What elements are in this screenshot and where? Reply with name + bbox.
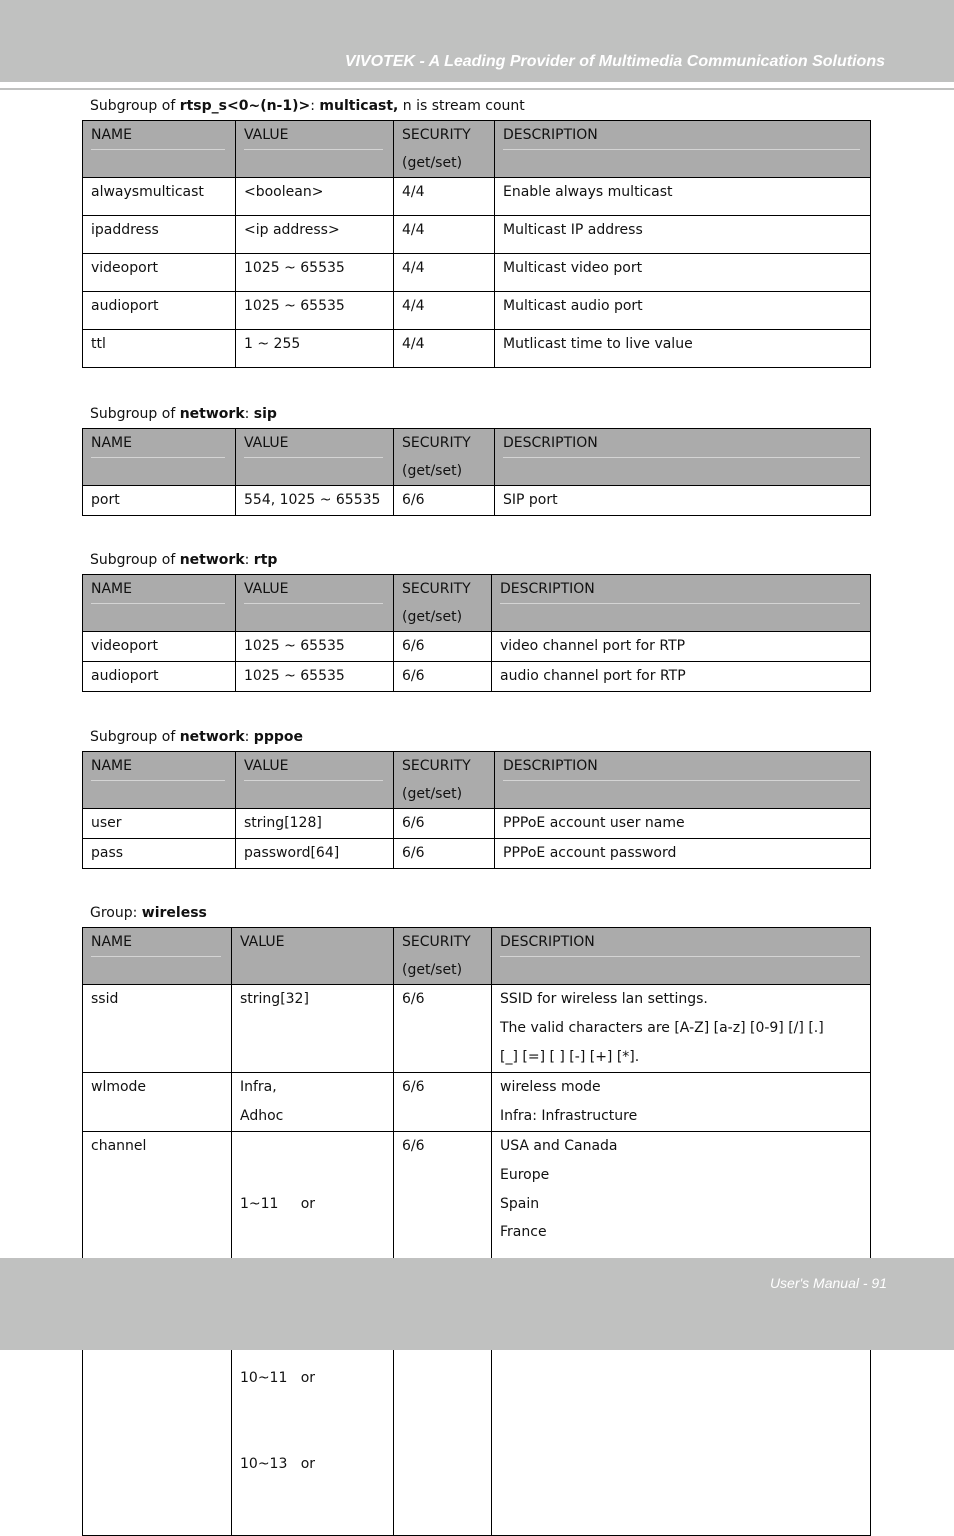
cell-name: ipaddress [83,216,236,254]
description-line: Infra: Infrastructure [500,1108,638,1124]
table-header-row [83,575,871,632]
cell-value: 1 ~ 255 [236,330,394,368]
cell-security: 4/4 [394,216,495,254]
description-line: The valid characters are [A-Z] [a-z] [0-9] [/] [.] [500,1020,824,1036]
cell-security: 6/6 [394,809,495,839]
description-line: USA and Canada [500,1138,618,1154]
cell-security: 6/6 [394,662,492,692]
column-header-security: SECURITY (get/set) [394,575,492,632]
cell-description: SIP port [495,486,871,516]
description-line: wireless mode [500,1079,601,1095]
cell-description [492,1073,871,1132]
page-header [0,0,954,82]
table-header-row [83,429,871,486]
description-line: [_] [=] [ ] [-] [+] [*]. [500,1049,640,1065]
description-line: Europe [500,1167,550,1183]
description-line: France [500,1224,547,1240]
cell-value: password[64] [236,839,394,869]
table-header-row [83,928,871,985]
cell-security: 4/4 [394,330,495,368]
cell-name: videoport [83,254,236,292]
cell-security: 6/6 [394,632,492,662]
cell-security: 6/6 [394,839,495,869]
table-row [83,216,871,254]
column-header-description: DESCRIPTION [495,752,871,809]
cell-security: 6/6 [394,486,495,516]
cell-value: <ip address> [236,216,394,254]
section-caption-wireless: Group: wireless [90,905,207,921]
cell-name: alwaysmulticast [83,178,236,216]
column-header-security: SECURITY (get/set) [394,928,492,985]
table-row [83,486,871,516]
section-caption-pppoe: Subgroup of network: pppoe [90,729,303,745]
value-line: 10~13 or [240,1456,316,1472]
cell-name: audioport [83,662,236,692]
table-pppoe [82,751,871,869]
cell-name: pass [83,839,236,869]
cell-value: 1025 ~ 65535 [236,632,394,662]
page-footer [0,1258,954,1350]
table-row [83,632,871,662]
cell-description: video channel port for RTP [492,632,871,662]
table-row [83,809,871,839]
cell-security: 6/6 [394,1073,492,1132]
table-row [83,1073,871,1132]
cell-value: 1025 ~ 65535 [236,254,394,292]
value-line: Infra, [240,1079,277,1095]
table-sip [82,428,871,516]
value-line: 10~11 or [240,1370,316,1386]
table-header-row [83,121,871,178]
column-header-value: VALUE [236,575,394,632]
cell-description: PPPoE account password [495,839,871,869]
table-multicast [82,120,871,368]
column-header-value: VALUE [232,928,394,985]
cell-value: 554, 1025 ~ 65535 [236,486,394,516]
cell-value: 1025 ~ 65535 [236,662,394,692]
cell-security: 6/6 [394,985,492,1073]
cell-description: Mutlicast time to live value [495,330,871,368]
column-header-security: SECURITY (get/set) [394,121,495,178]
table-row [83,985,871,1073]
table-row [83,839,871,869]
table-row [83,662,871,692]
cell-name: audioport [83,292,236,330]
column-header-description: DESCRIPTION [495,429,871,486]
column-header-security: SECURITY (get/set) [394,429,495,486]
cell-value: <boolean> [236,178,394,216]
cell-security: 6/6 [394,1132,492,1536]
column-header-security: SECURITY (get/set) [394,752,495,809]
cell-security: 4/4 [394,292,495,330]
cell-value: string[32] [232,985,394,1073]
table-row [83,178,871,216]
table-rtp [82,574,871,692]
column-header-value: VALUE [236,429,394,486]
cell-name: ssid [83,985,232,1073]
cell-security: 4/4 [394,178,495,216]
column-header-name: NAME [83,121,236,178]
cell-name: port [83,486,236,516]
cell-description: Multicast IP address [495,216,871,254]
cell-description: audio channel port for RTP [492,662,871,692]
section-caption-multicast: Subgroup of rtsp_s<0~(n-1)>: multicast, n is stream count [90,98,525,114]
cell-name: wlmode [83,1073,232,1132]
table-row [83,330,871,368]
column-header-value: VALUE [236,121,394,178]
table-header-row [83,752,871,809]
table-row [83,254,871,292]
table-wireless [82,927,871,1536]
column-header-description: DESCRIPTION [495,121,871,178]
value-line: 1~11 or [240,1196,316,1212]
column-header-value: VALUE [236,752,394,809]
column-header-description: DESCRIPTION [492,928,871,985]
column-header-name: NAME [83,928,232,985]
cell-value: 1025 ~ 65535 [236,292,394,330]
table-row [83,292,871,330]
cell-value: string[128] [236,809,394,839]
cell-name: user [83,809,236,839]
cell-name: videoport [83,632,236,662]
cell-description: PPPoE account user name [495,809,871,839]
cell-description: Multicast video port [495,254,871,292]
column-header-name: NAME [83,429,236,486]
header-divider [0,88,954,90]
column-header-name: NAME [83,575,236,632]
column-header-name: NAME [83,752,236,809]
cell-description: Multicast audio port [495,292,871,330]
column-header-description: DESCRIPTION [492,575,871,632]
value-line: Adhoc [240,1108,284,1124]
description-line: Spain [500,1196,540,1212]
page-number: User's Manual - 91 [769,1275,887,1291]
cell-description: Enable always multicast [495,178,871,216]
cell-name: ttl [83,330,236,368]
header-title: VIVOTEK - A Leading Provider of Multimedia Communication Solutions [344,53,885,70]
description-line: SSID for wireless lan settings. [500,991,708,1007]
section-caption-rtp: Subgroup of network: rtp [90,552,278,568]
cell-value [232,1073,394,1132]
cell-description [492,985,871,1073]
section-caption-sip: Subgroup of network: sip [90,406,277,422]
cell-security: 4/4 [394,254,495,292]
cell-name: channel [83,1132,232,1536]
